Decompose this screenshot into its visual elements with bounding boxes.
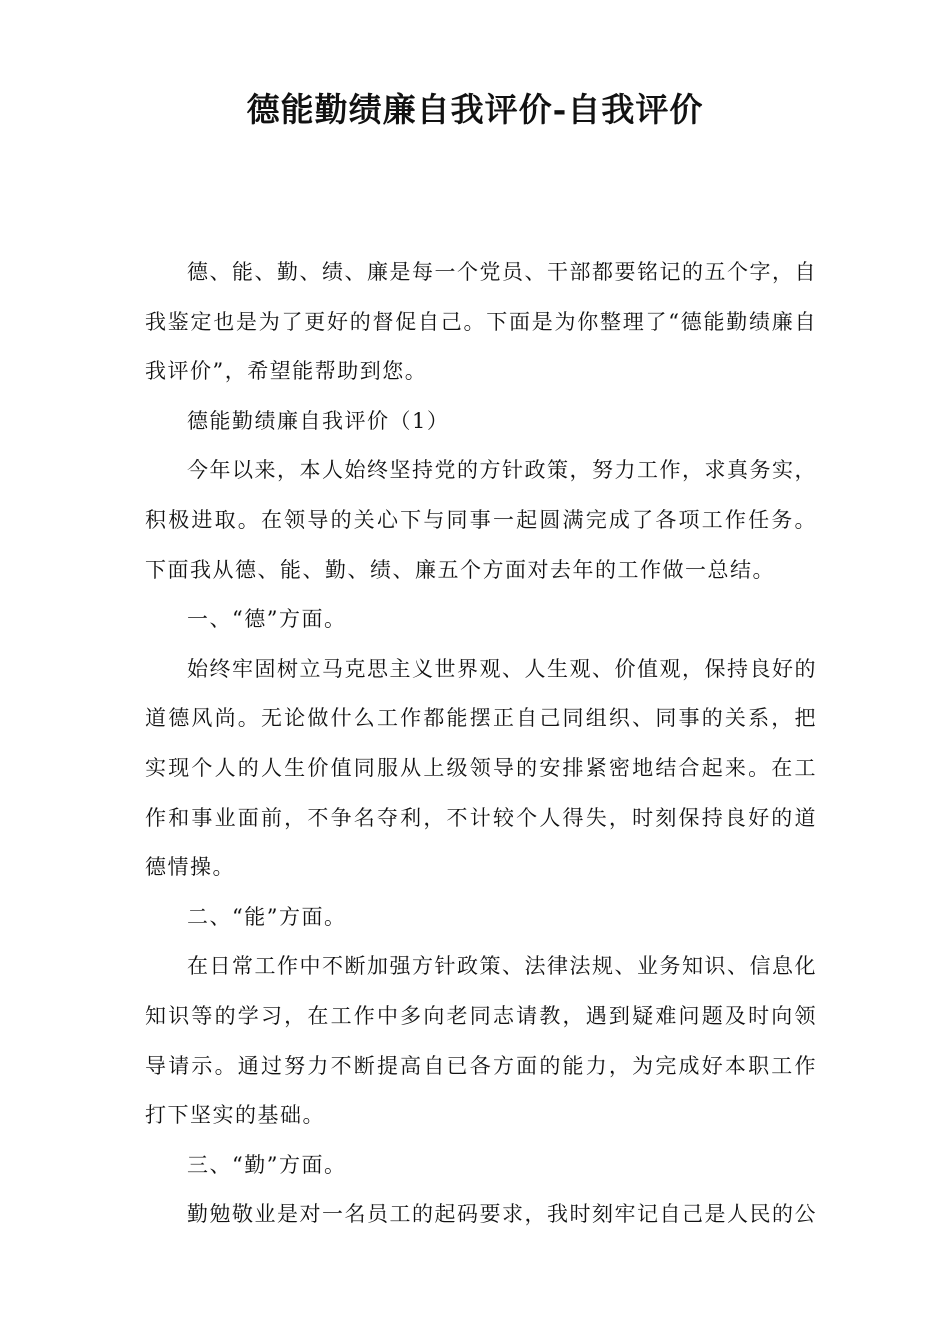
paragraph-summary: 今年以来，本人始终坚持党的方针政策，努力工作，求真务实，积极进取。在领导的关心下与同事一起圆满完成了各项工作任务。下面我从德、能、勤、绩、廉五个方面对去年的工作做一总结。: [145, 458, 817, 582]
paragraph-heading-neng: 二、“能”方面。: [187, 904, 347, 929]
paragraph-qin: 勤勉敬业是对一名员工的起码要求，我时刻牢记自己是人民的公: [187, 1202, 817, 1227]
document-body: [145, 248, 817, 1240]
paragraph-neng: 在日常工作中不断加强方针政策、法律法规、业务知识、信息化知识等的学习，在工作中多向老同志请教，遇到疑难问题及时向领导请示。通过努力不断提高自已各方面的能力，为完成好本职工作打下坚实的基础。: [145, 954, 817, 1128]
document-title: 德能勤绩廉自我评价-自我评价: [246, 90, 704, 129]
paragraph-heading-de: 一、“德”方面。: [187, 607, 347, 632]
paragraph-heading-qin: 三、“勤”方面。: [187, 1152, 347, 1177]
paragraph-section-heading: 德能勤绩廉自我评价（1）: [187, 408, 450, 433]
paragraph-intro: 德、能、勤、绩、廉是每一个党员、干部都要铭记的五个字，自我鉴定也是为了更好的督促自己。下面是为你整理了“德能勤绩廉自我评价”，希望能帮助到您。: [145, 260, 817, 384]
paragraph-de: 始终牢固树立马克思主义世界观、人生观、价值观，保持良好的道德风尚。无论做什么工作都能摆正自己同组织、同事的关系，把实现个人的人生价值同服从上级领导的安排紧密地结合起来。在工作和事业面前，不争名夺利，不计较个人得失，时刻保持良好的道德情操。: [145, 656, 817, 880]
